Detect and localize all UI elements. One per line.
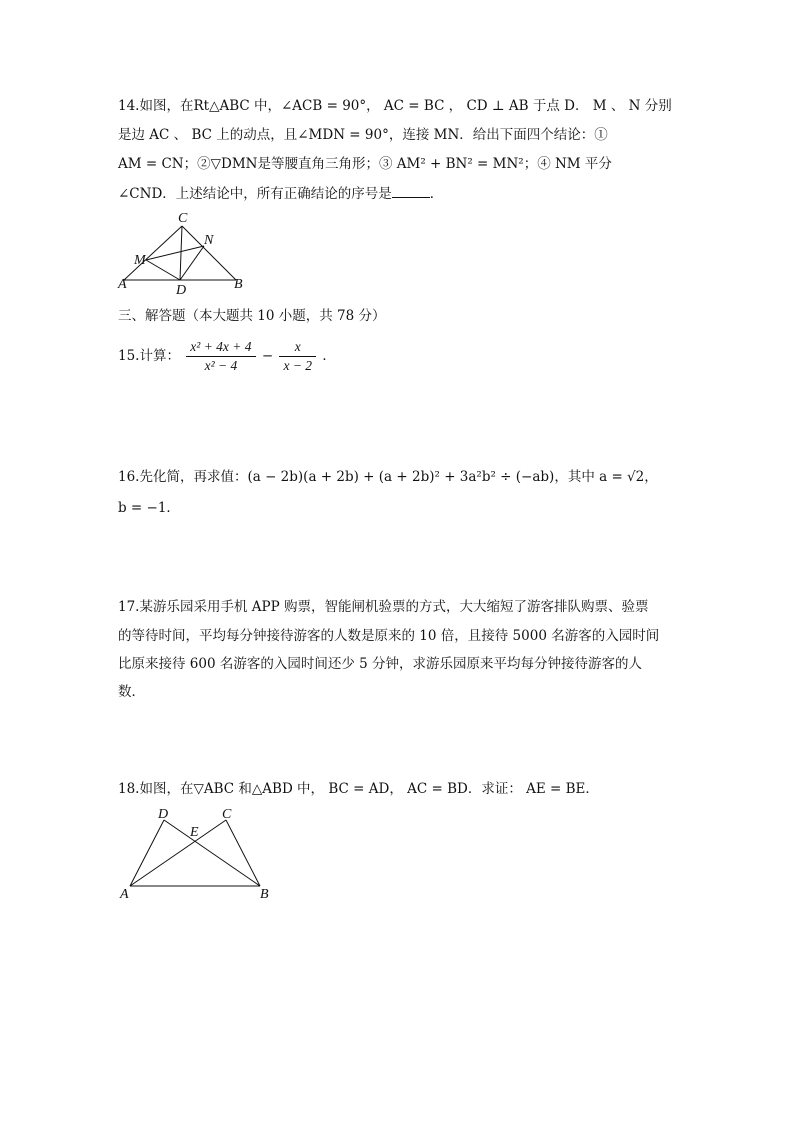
fraction-1-numerator: x² + 4x + 4: [186, 338, 255, 357]
label-c: C: [222, 807, 232, 822]
label-a: A: [120, 887, 129, 902]
q17-line-1: 17.某游乐园采用手机 APP 购票，智能闸机验票的方式，大大缩短了游客排队购票、验票: [118, 599, 649, 615]
fraction-1: [186, 338, 255, 375]
q16-line-2: b = −1．: [118, 500, 180, 516]
segment-bc: [226, 820, 260, 886]
fraction-1-denominator: x² − 4: [204, 358, 238, 373]
q14-line-3: AM = CN；②▽DMN是等腰直角三角形；③ AM² + BN² = MN²；④ NM 平分: [118, 156, 612, 172]
q17-line-4: 数．: [118, 684, 145, 700]
label-b: B: [260, 887, 269, 902]
segment-md: [146, 260, 180, 280]
segment-cd: [180, 226, 182, 280]
q14-end: ．: [429, 186, 444, 202]
q14-figure: [112, 208, 272, 300]
label-n: N: [204, 233, 214, 248]
label-a: A: [118, 277, 127, 292]
q17-line-3: 比原来接待 600 名游客的入园时间还少 5 分钟，求游乐园原来平均每分钟接待游客的人: [118, 656, 643, 672]
q14-line-2: 是边 AC 、 BC 上的动点，且∠MDN = 90°，连接 MN．给出下面四个结论：①: [118, 127, 608, 143]
q14-line-4: [118, 184, 443, 204]
section-heading: 三、解答题（本大题共 10 小题，共 78 分）: [118, 308, 386, 324]
fraction-2-denominator: x − 2: [283, 358, 313, 373]
q16-line-1: 16.先化简，再求值：(a − 2b)(a + 2b) + (a + 2b)² + 3a²b² ÷ (−ab)，其中 a = √2，: [118, 469, 658, 485]
q14-prefix: 14.如图，在: [118, 98, 194, 114]
q15-end: ．: [322, 348, 336, 364]
minus-sign: −: [261, 348, 274, 364]
q14-text-1: Rt△ABC 中，∠ACB = 90°， AC = BC ， CD ⊥ AB 于点 D． M 、 N 分别: [193, 98, 672, 114]
fraction-2: [279, 338, 316, 375]
q17-line-2: 的等待时间，平均每分钟接待游客的人数是原来的 10 倍，且接待 5000 名游客的入园时间: [118, 628, 660, 644]
label-d: D: [158, 807, 169, 822]
q15-prefix: 15.计算：: [118, 348, 180, 364]
label-b: B: [234, 277, 243, 292]
answer-blank[interactable]: [392, 185, 430, 198]
q18-figure: [114, 804, 282, 904]
q14-line-1: [118, 96, 672, 116]
segment-ad: [130, 820, 164, 886]
label-d: D: [176, 283, 187, 298]
fraction-2-numerator: x: [279, 338, 316, 357]
q18-line-1: 18.如图，在▽ABC 和△ABD 中， BC = AD， AC = BD．求证： AE = BE．: [118, 781, 599, 797]
label-e: E: [190, 825, 199, 840]
q14-question: ∠CND．上述结论中，所有正确结论的序号是: [118, 186, 392, 202]
q15-line: [118, 336, 336, 376]
label-m: M: [134, 253, 146, 268]
label-c: C: [178, 211, 188, 226]
